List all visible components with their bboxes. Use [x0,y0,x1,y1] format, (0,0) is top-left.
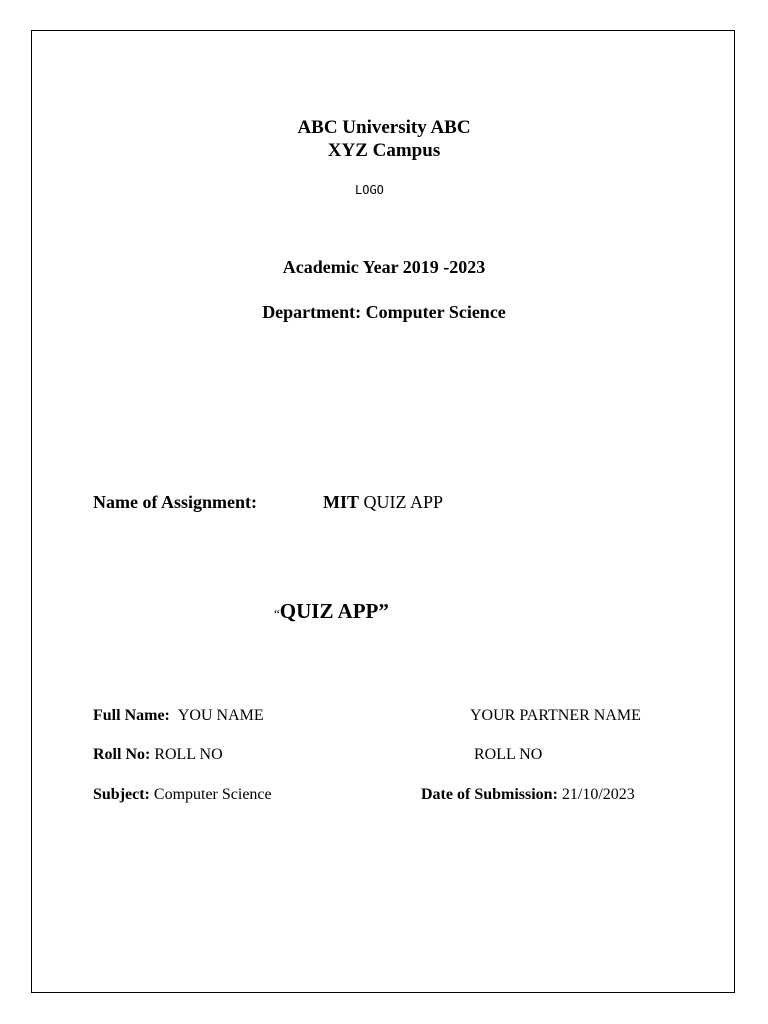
logo-placeholder: LOGO [355,183,384,197]
submission-date-row [421,786,635,804]
academic-year: Academic Year 2019 -2023 [282,257,486,277]
project-title [274,599,389,624]
campus-name: XYZ Campus [327,140,441,161]
partner-roll-no: ROLL NO [474,746,543,763]
partner-name: YOUR PARTNER NAME [470,707,641,724]
submission-date-label: Date of Submission: [421,786,558,803]
university-name: ABC University ABC [297,117,471,138]
full-name-value: YOU NAME [177,707,264,724]
roll-no-row [93,746,223,764]
subject-row [93,786,272,804]
full-name-row [93,707,264,725]
assignment-name-rest: QUIZ APP [359,492,444,512]
assignment-name [323,492,443,513]
roll-no-label: Roll No: [93,746,151,763]
assignment-label: Name of Assignment: [93,492,257,512]
subject-value: Computer Science [153,786,272,803]
subject-label: Subject: [93,786,150,803]
title-text: QUIZ APP” [279,599,389,623]
department: Department: Computer Science [262,302,506,322]
full-name-label: Full Name: [93,707,170,724]
submission-date-value: 21/10/2023 [561,786,635,803]
roll-no-value: ROLL NO [154,746,223,763]
assignment-name-bold: MIT [323,492,359,512]
title-open-quote: “ [274,606,280,621]
